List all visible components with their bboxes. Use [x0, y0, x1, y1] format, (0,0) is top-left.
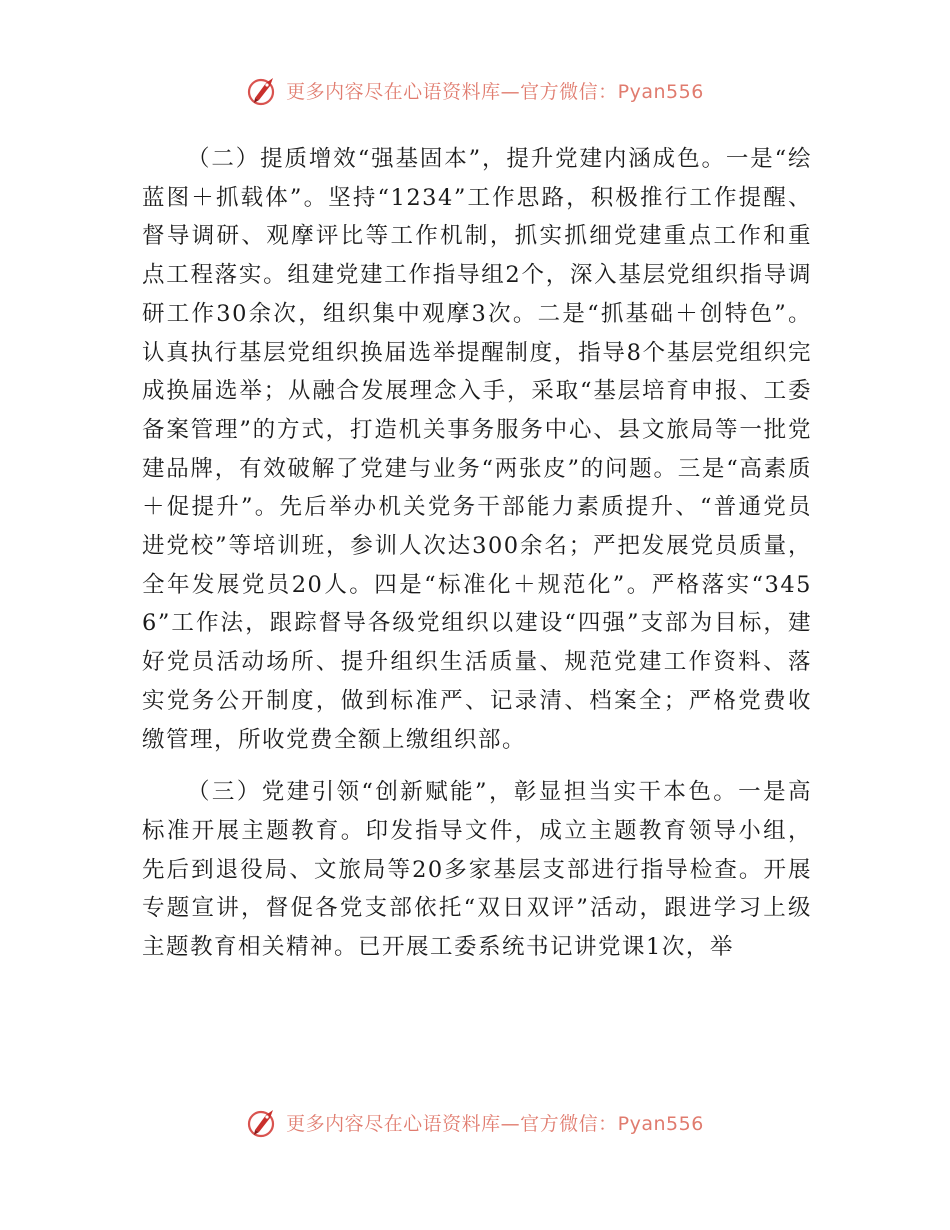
pen-nib-logo-icon — [246, 1105, 280, 1139]
watermark-text: 更多内容尽在心语资料库—官方微信：Pyan556 — [286, 80, 704, 103]
watermark-header — [0, 70, 950, 110]
watermark-text: 更多内容尽在心语资料库—官方微信：Pyan556 — [286, 1112, 704, 1135]
pen-nib-logo-icon — [246, 73, 280, 107]
watermark-footer — [0, 1102, 950, 1142]
paragraph-section-2: （二）提质增效“强基固本”，提升党建内涵成色。一是“绘蓝图＋抓载体”。坚持“1234”工作思路，积极推行工作提醒、督导调研、观摩评比等工作机制，抓实抓细党建重点工作和重点工程落实。组建党建工作指导组2个，深入基层党组织指导调研工作30余次，组织集中观摩3次。二是“抓基础＋创特色”。认真执行基层党组织换届选举提醒制度，指导8个基层党组织完成换届选举；从融合发展理念入手，采取“基层培育申报、工委备案管理”的方式，打造机关事务服务中心、县文旅局等一批党建品牌，有效破解了党建与业务“两张皮”的问题。三是“高素质＋促提升”。先后举办机关党务干部能力素质提升、“普通党员进党校”等培训班，参训人次达300余名；严把发展党员质量，全年发展党员20人。四是“标准化＋规范化”。严格落实“3456”工作法，跟踪督导各级党组织以建设“四强”支部为目标，建好党员活动场所、提升组织生活质量、规范党建工作资料、落实党务公开制度，做到标准严、记录清、档案全；严格党费收缴管理，所收党费全额上缴组织部。 — [142, 146, 812, 753]
document-body — [142, 140, 812, 967]
paragraph-section-3: （三）党建引领“创新赋能”，彰显担当实干本色。一是高标准开展主题教育。印发指导文件，成立主题教育领导小组，先后到退役局、文旅局等20多家基层支部进行指导检查。开展专题宣讲，督促各党支部依托“双日双评”活动，跟进学习上级主题教育相关精神。已开展工委系统书记讲党课1次，举 — [142, 779, 812, 961]
